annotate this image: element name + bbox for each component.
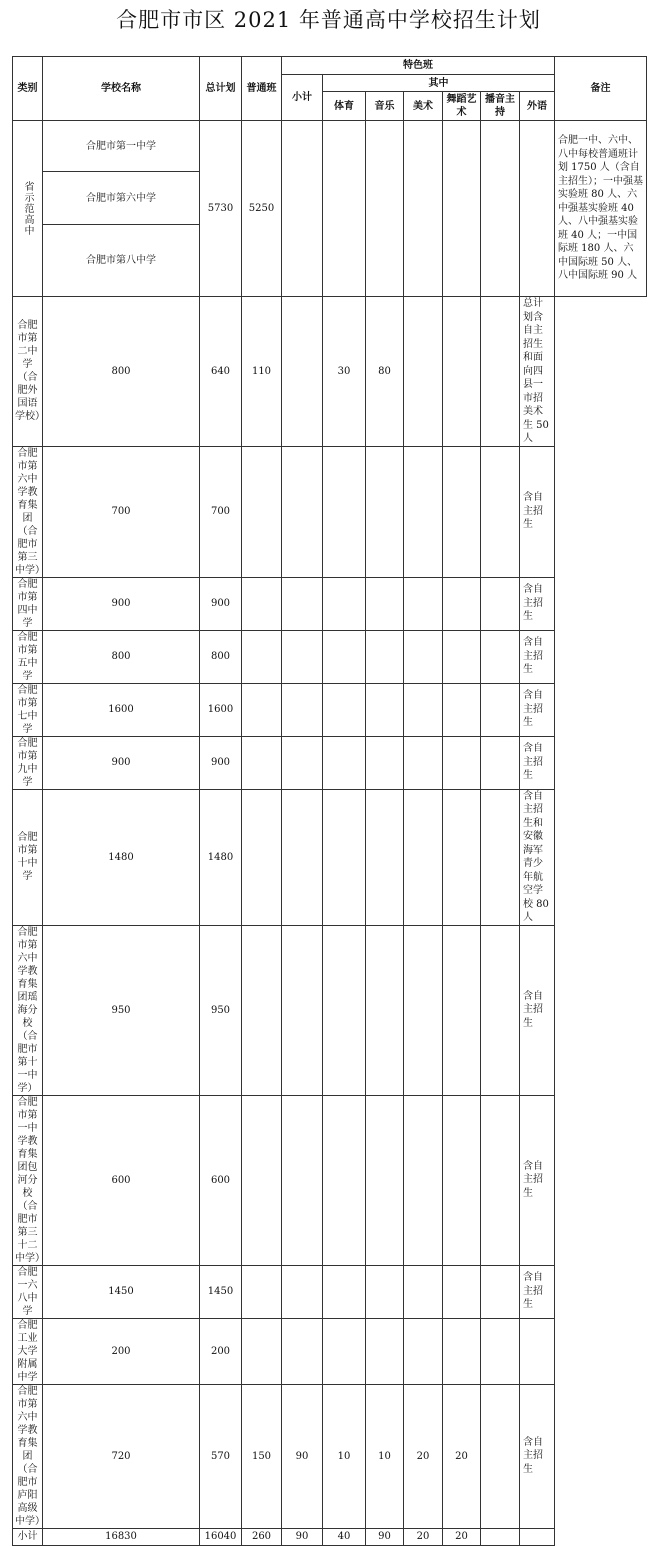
cell-music: 30 xyxy=(323,297,366,447)
cell-broadcast xyxy=(443,446,481,577)
cell-art xyxy=(366,789,404,925)
cell-regular: 900 xyxy=(200,736,242,789)
cell-dance xyxy=(404,630,443,683)
cell-art xyxy=(366,1318,404,1384)
cell-broadcast xyxy=(443,577,481,630)
cell-foreign xyxy=(481,577,520,630)
header-special: 特色班 xyxy=(282,57,555,75)
cell-broadcast: 20 xyxy=(443,1384,481,1528)
cell-foreign xyxy=(481,683,520,736)
table-body xyxy=(13,297,647,1546)
school-name: 合肥市第九中学 xyxy=(13,736,43,789)
cell-broadcast xyxy=(443,1265,481,1318)
cell-art xyxy=(366,1095,404,1265)
cell-pe xyxy=(282,297,323,447)
header-music: 音乐 xyxy=(366,92,404,121)
cell-foreign xyxy=(481,297,520,447)
school-name: 合肥市第十中学 xyxy=(13,789,43,925)
cell-dance xyxy=(404,789,443,925)
cell-pe xyxy=(282,1265,323,1318)
cell-regular: 570 xyxy=(200,1384,242,1528)
table-row xyxy=(13,736,647,789)
note-cell: 含自主招生 xyxy=(520,577,555,630)
cell-music xyxy=(323,736,366,789)
cell-pe xyxy=(282,925,323,1095)
cell-regular: 1450 xyxy=(200,1265,242,1318)
page-title: 合肥市市区 2021 年普通高中学校招生计划 xyxy=(116,8,541,32)
subtotal-broadcast: 20 xyxy=(443,1528,481,1545)
table-row xyxy=(13,1384,647,1528)
cell-pe xyxy=(282,789,323,925)
cell-sub xyxy=(242,577,282,630)
header-broadcast: 播音主持 xyxy=(481,92,520,121)
cell-regular: 1480 xyxy=(200,789,242,925)
cell-regular: 1600 xyxy=(200,683,242,736)
cell-sub xyxy=(242,736,282,789)
school-name: 合肥市第七中学 xyxy=(13,683,43,736)
subtotal-total: 16830 xyxy=(43,1528,200,1545)
cell-dance xyxy=(404,446,443,577)
school-name: 合肥市第五中学 xyxy=(13,630,43,683)
header-total: 总计划 xyxy=(200,57,242,121)
enrollment-table xyxy=(12,56,647,1546)
cell-broadcast xyxy=(443,683,481,736)
subtotal-regular: 16040 xyxy=(200,1528,242,1545)
cell-pe xyxy=(282,1318,323,1384)
cell-sub xyxy=(242,1095,282,1265)
note-cell: 含自主招生 xyxy=(520,1095,555,1265)
school-name: 合肥一六八中学 xyxy=(13,1265,43,1318)
cell-dance xyxy=(404,1095,443,1265)
cell-total: 1450 xyxy=(43,1265,200,1318)
subtotal-label: 小计 xyxy=(13,1528,43,1545)
table-row xyxy=(13,577,647,630)
cell-pe xyxy=(282,446,323,577)
cell-sub xyxy=(242,683,282,736)
subtotal-music: 40 xyxy=(323,1528,366,1545)
cell-art xyxy=(366,925,404,1095)
cell-total: 900 xyxy=(43,577,200,630)
school-name: 合肥市第六中学教育集团（合肥市第三中学） xyxy=(13,446,43,577)
cell-sub: 150 xyxy=(242,1384,282,1528)
cell-regular: 200 xyxy=(200,1318,242,1384)
cell-music xyxy=(323,1095,366,1265)
header-category: 类别 xyxy=(13,57,43,121)
cell-foreign xyxy=(481,1384,520,1528)
cell-total: 800 xyxy=(43,630,200,683)
cell-music xyxy=(323,1265,366,1318)
table-row xyxy=(13,1265,647,1318)
category-cell: 省示范高中 xyxy=(13,121,43,297)
header-subtotal: 小计 xyxy=(282,75,323,121)
cell-dance xyxy=(404,1265,443,1318)
cell-broadcast xyxy=(443,736,481,789)
cell-regular: 950 xyxy=(200,925,242,1095)
subtotal-sub: 260 xyxy=(242,1528,282,1545)
cell-dance xyxy=(404,925,443,1095)
cell-regular: 700 xyxy=(200,446,242,577)
group-note: 合肥一中、六中、八中每校普通班计划 1750 人（含自主招生）；一中强基实验班 80 人、六中强基实验班 40 人、八中强基实验班 40 人；一中国际班 180 人、六中国际班 50 人、八中国际班 90 人 xyxy=(555,121,647,297)
cell-dance: 20 xyxy=(404,1384,443,1528)
cell-sub xyxy=(242,1318,282,1384)
cell-pe xyxy=(282,630,323,683)
school-name: 合肥市第六中学教育集团瑶海分校（合肥市第十一中学） xyxy=(13,925,43,1095)
cell-music xyxy=(323,789,366,925)
cell-music xyxy=(323,446,366,577)
cell-sub xyxy=(242,446,282,577)
note-cell: 含自主招生 xyxy=(520,925,555,1095)
cell-total: 200 xyxy=(43,1318,200,1384)
cell-regular: 600 xyxy=(200,1095,242,1265)
cell-sub xyxy=(242,1265,282,1318)
cell-total: 900 xyxy=(43,736,200,789)
cell-broadcast xyxy=(443,630,481,683)
cell-regular: 640 xyxy=(200,297,242,447)
cell-total: 720 xyxy=(43,1384,200,1528)
subtotal-pe: 90 xyxy=(282,1528,323,1545)
note-cell: 含自主招生和安徽海军青少年航空学校 80 人 xyxy=(520,789,555,925)
cell-music xyxy=(323,1318,366,1384)
header-note: 备注 xyxy=(555,57,647,121)
cell-foreign xyxy=(481,925,520,1095)
cell-broadcast xyxy=(443,925,481,1095)
header-among: 其中 xyxy=(323,75,555,92)
cell-pe: 90 xyxy=(282,1384,323,1528)
cell-total: 800 xyxy=(43,297,200,447)
subtotal-note xyxy=(520,1528,555,1545)
cell-total: 1600 xyxy=(43,683,200,736)
cell-total: 700 xyxy=(43,446,200,577)
table-row xyxy=(13,683,647,736)
cell-art xyxy=(366,446,404,577)
cell-art: 10 xyxy=(366,1384,404,1528)
cell-sub xyxy=(242,925,282,1095)
cell-art xyxy=(366,630,404,683)
table-row xyxy=(13,1095,647,1265)
header-regular: 普通班 xyxy=(242,57,282,121)
group-total: 5730 xyxy=(200,121,242,297)
cell-total: 950 xyxy=(43,925,200,1095)
cell-sub xyxy=(242,789,282,925)
cell-broadcast xyxy=(443,789,481,925)
school-name: 合肥市第四中学 xyxy=(13,577,43,630)
cell-music xyxy=(323,683,366,736)
cell-regular: 800 xyxy=(200,630,242,683)
table-row xyxy=(13,297,647,447)
cell-broadcast xyxy=(443,1318,481,1384)
subtotal-art: 90 xyxy=(366,1528,404,1545)
cell-music: 10 xyxy=(323,1384,366,1528)
header-pe: 体育 xyxy=(323,92,366,121)
cell-foreign xyxy=(481,630,520,683)
cell-foreign xyxy=(481,789,520,925)
cell-art xyxy=(366,683,404,736)
subtotal-dance: 20 xyxy=(404,1528,443,1545)
school-name: 合肥工业大学附属中学 xyxy=(13,1318,43,1384)
header-dance: 舞蹈艺术 xyxy=(443,92,481,121)
cell-broadcast xyxy=(443,297,481,447)
table-row xyxy=(13,630,647,683)
cell-dance xyxy=(404,577,443,630)
note-cell: 含自主招生 xyxy=(520,446,555,577)
cell-dance xyxy=(404,297,443,447)
table-row xyxy=(13,789,647,925)
note-cell: 含自主招生 xyxy=(520,1265,555,1318)
school-name: 合肥市第一中学教育集团包河分校（合肥市第三十二中学） xyxy=(13,1095,43,1265)
subtotal-foreign xyxy=(481,1528,520,1545)
cell-foreign xyxy=(481,1265,520,1318)
note-cell xyxy=(520,1318,555,1384)
cell-foreign xyxy=(481,1095,520,1265)
school-name: 合肥市第六中学 xyxy=(43,172,200,225)
cell-art xyxy=(366,736,404,789)
cell-sub: 110 xyxy=(242,297,282,447)
cell-total: 600 xyxy=(43,1095,200,1265)
subtotal-row xyxy=(13,1528,647,1545)
cell-foreign xyxy=(481,446,520,577)
cell-dance xyxy=(404,683,443,736)
cell-regular: 900 xyxy=(200,577,242,630)
note-cell: 含自主招生 xyxy=(520,1384,555,1528)
school-name: 合肥市第二中学（合肥外国语学校） xyxy=(13,297,43,447)
cell-pe xyxy=(282,683,323,736)
school-name: 合肥市第六中学教育集团（合肥市庐阳高级中学） xyxy=(13,1384,43,1528)
note-cell: 总计划含自主招生和面向四县一市招美术生 50 人 xyxy=(520,297,555,447)
header-school: 学校名称 xyxy=(43,57,200,121)
note-cell: 含自主招生 xyxy=(520,630,555,683)
group-regular: 5250 xyxy=(242,121,282,297)
cell-art: 80 xyxy=(366,297,404,447)
cell-dance xyxy=(404,1318,443,1384)
cell-art xyxy=(366,1265,404,1318)
cell-pe xyxy=(282,577,323,630)
note-cell: 含自主招生 xyxy=(520,736,555,789)
note-cell: 含自主招生 xyxy=(520,683,555,736)
cell-sub xyxy=(242,630,282,683)
cell-art xyxy=(366,577,404,630)
cell-music xyxy=(323,925,366,1095)
cell-dance xyxy=(404,736,443,789)
cell-music xyxy=(323,630,366,683)
cell-total: 1480 xyxy=(43,789,200,925)
cell-foreign xyxy=(481,1318,520,1384)
header-art: 美术 xyxy=(404,92,443,121)
table-row xyxy=(13,925,647,1095)
school-name: 合肥市第一中学 xyxy=(43,121,200,172)
table-row xyxy=(13,1318,647,1384)
cell-foreign xyxy=(481,736,520,789)
school-name: 合肥市第八中学 xyxy=(43,225,200,297)
cell-music xyxy=(323,577,366,630)
cell-pe xyxy=(282,736,323,789)
cell-broadcast xyxy=(443,1095,481,1265)
table-row xyxy=(13,446,647,577)
header-foreign: 外语 xyxy=(520,92,555,121)
cell-pe xyxy=(282,1095,323,1265)
